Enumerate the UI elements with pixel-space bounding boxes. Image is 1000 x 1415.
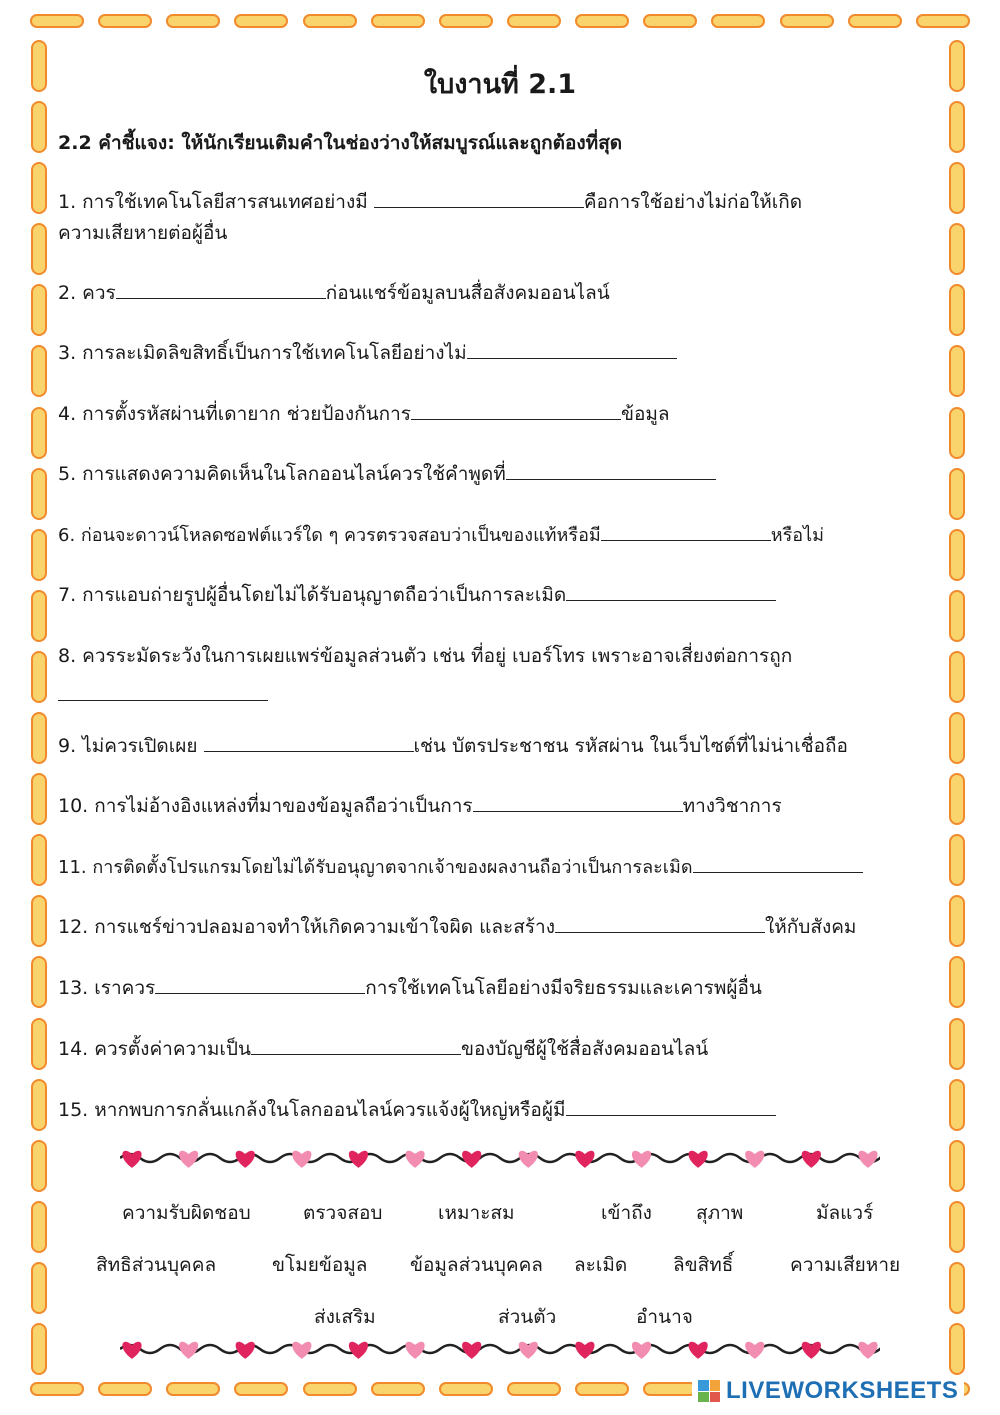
border-ornament bbox=[234, 14, 288, 28]
word-bank-item[interactable]: ข้อมูลส่วนบุคคล bbox=[410, 1254, 543, 1276]
question-text: ของบัญชีผู้ใช้สื่อสังคมออนไลน์ bbox=[460, 1038, 709, 1060]
question-text: 12. การแชร์ข่าวปลอมอาจทำให้เกิดความเข้าใจผิด และสร้าง bbox=[58, 916, 555, 938]
word-bank-item[interactable]: ความรับผิดชอบ bbox=[122, 1202, 251, 1224]
border-ornament bbox=[31, 529, 47, 581]
border-ornament bbox=[31, 1201, 47, 1253]
question-text: หรือไม่ bbox=[770, 525, 825, 546]
heart-icon bbox=[462, 1342, 481, 1359]
word-bank-item[interactable]: ส่วนตัว bbox=[498, 1306, 557, 1328]
heart-icon bbox=[405, 1151, 424, 1168]
border-ornament bbox=[643, 14, 697, 28]
word-bank-item[interactable]: ตรวจสอบ bbox=[303, 1202, 383, 1224]
question-text: 15. หากพบการกลั่นแกล้งในโลกออนไลน์ควรแจ้งผู้ใหญ่หรือผู้มี bbox=[58, 1099, 566, 1121]
border-ornament bbox=[949, 651, 965, 703]
border-ornament bbox=[780, 14, 834, 28]
border-ornament bbox=[31, 773, 47, 825]
answer-blank-15[interactable] bbox=[566, 1095, 776, 1116]
border-ornament bbox=[949, 162, 965, 214]
border-left bbox=[28, 40, 50, 1375]
border-ornament bbox=[949, 468, 965, 520]
border-ornament bbox=[371, 14, 425, 28]
word-bank-item[interactable]: อำนาจ bbox=[636, 1306, 693, 1328]
question-text: 11. การติดตั้งโปรแกรมโดยไม่ได้รับอนุญาตจากเจ้าของผลงานถือว่าเป็นการละเมิด bbox=[58, 857, 693, 878]
question-text: เช่น บัตรประชาชน รหัสผ่าน ในเว็บไซต์ที่ไม่น่าเชื่อถือ bbox=[413, 735, 848, 757]
question-11 bbox=[58, 852, 863, 883]
border-ornament bbox=[439, 14, 493, 28]
heart-divider-bottom bbox=[120, 1329, 880, 1369]
border-ornament bbox=[31, 834, 47, 886]
heart-icon bbox=[745, 1342, 764, 1359]
border-ornament bbox=[439, 1382, 493, 1396]
border-ornament bbox=[31, 712, 47, 764]
heart-icon bbox=[575, 1151, 594, 1168]
border-ornament bbox=[711, 14, 765, 28]
word-bank-item[interactable]: สุภาพ bbox=[696, 1202, 744, 1224]
border-ornament bbox=[98, 1382, 152, 1396]
answer-blank-11[interactable] bbox=[693, 852, 863, 873]
question-5 bbox=[58, 459, 716, 490]
border-ornament bbox=[31, 651, 47, 703]
border-ornament bbox=[949, 590, 965, 642]
border-ornament bbox=[31, 284, 47, 336]
answer-blank-8[interactable] bbox=[58, 680, 268, 701]
question-6 bbox=[58, 520, 824, 551]
question-1 bbox=[58, 187, 802, 249]
border-ornament bbox=[949, 284, 965, 336]
border-ornament bbox=[31, 1018, 47, 1070]
border-ornament bbox=[31, 345, 47, 397]
answer-blank-10[interactable] bbox=[473, 791, 683, 812]
question-text: 6. ก่อนจะดาวน์โหลดซอฟต์แวร์ใด ๆ ควรตรวจสอบว่าเป็นของแท้หรือมี bbox=[58, 525, 601, 546]
heart-icon bbox=[292, 1342, 311, 1359]
question-text: 5. การแสดงความคิดเห็นในโลกออนไลน์ควรใช้คำพูดที่ bbox=[58, 463, 506, 485]
heart-icon bbox=[179, 1342, 198, 1359]
border-ornament bbox=[949, 834, 965, 886]
question-text: 1. การใช้เทคโนโลยีสารสนเทศอย่างมี bbox=[58, 191, 374, 213]
border-ornament bbox=[31, 590, 47, 642]
border-ornament bbox=[31, 407, 47, 459]
heart-icon bbox=[745, 1151, 764, 1168]
border-ornament bbox=[949, 1079, 965, 1131]
answer-blank-14[interactable] bbox=[251, 1034, 461, 1055]
word-bank-item[interactable]: ขโมยข้อมูล bbox=[272, 1254, 368, 1276]
border-ornament bbox=[949, 1018, 965, 1070]
question-text: 3. การละเมิดลิขสิทธิ์เป็นการใช้เทคโนโลยีอย่างไม่ bbox=[58, 342, 467, 364]
question-text: 8. ควรระมัดระวังในการเผยแพร่ข้อมูลส่วนตัว เช่น ที่อยู่ เบอร์โทร เพราะอาจเสี่ยงต่อการถูก bbox=[58, 645, 793, 667]
answer-blank-7[interactable] bbox=[566, 580, 776, 601]
border-ornament bbox=[949, 345, 965, 397]
question-3 bbox=[58, 338, 677, 369]
answer-blank-2[interactable] bbox=[116, 278, 326, 299]
liveworksheets-logo-icon bbox=[698, 1380, 720, 1402]
question-text: 4. การตั้งรหัสผ่านที่เดายาก ช่วยป้องกันการ bbox=[58, 403, 411, 425]
question-text: ความเสียหายต่อผู้อื่น bbox=[58, 222, 228, 244]
border-ornament bbox=[575, 1382, 629, 1396]
question-4 bbox=[58, 399, 670, 430]
garland-string bbox=[120, 1345, 880, 1353]
heart-icon bbox=[858, 1151, 877, 1168]
question-14 bbox=[58, 1034, 708, 1065]
border-ornament bbox=[949, 223, 965, 275]
question-text: 14. ควรตั้งค่าความเป็น bbox=[58, 1038, 251, 1060]
border-ornament bbox=[303, 14, 357, 28]
liveworksheets-watermark bbox=[692, 1376, 964, 1406]
answer-blank-13[interactable] bbox=[155, 973, 365, 994]
question-13 bbox=[58, 973, 762, 1004]
question-text: 9. ไม่ควรเปิดเผย bbox=[58, 735, 204, 757]
border-ornament bbox=[98, 14, 152, 28]
word-bank-item[interactable]: ลิขสิทธิ์ bbox=[673, 1254, 734, 1276]
border-ornament bbox=[31, 223, 47, 275]
border-ornament bbox=[949, 956, 965, 1008]
question-15 bbox=[58, 1095, 776, 1126]
question-text: 7. การแอบถ่ายรูปผู้อื่นโดยไม่ได้รับอนุญาตถือว่าเป็นการละเมิด bbox=[58, 584, 567, 606]
garland-string bbox=[120, 1154, 880, 1162]
border-ornament bbox=[575, 14, 629, 28]
border-ornament bbox=[31, 956, 47, 1008]
border-ornament bbox=[30, 14, 84, 28]
border-ornament bbox=[949, 101, 965, 153]
border-ornament bbox=[949, 1201, 965, 1253]
answer-blank-9[interactable] bbox=[204, 731, 414, 752]
question-12 bbox=[58, 912, 856, 943]
watermark-text: LIVEWORKSHEETS bbox=[726, 1377, 959, 1404]
border-ornament bbox=[31, 1079, 47, 1131]
border-ornament bbox=[949, 407, 965, 459]
border-ornament bbox=[949, 1262, 965, 1314]
instruction-text: 2.2 คำชี้แจง: ให้นักเรียนเติมคำในช่องว่างให้สมบูรณ์และถูกต้องที่สุด bbox=[58, 132, 623, 154]
question-text: ข้อมูล bbox=[620, 403, 670, 425]
heart-icon bbox=[689, 1342, 708, 1359]
heart-icon bbox=[236, 1342, 255, 1359]
border-ornament bbox=[643, 1382, 697, 1396]
word-bank-item[interactable]: สิทธิส่วนบุคคล bbox=[96, 1254, 217, 1276]
question-text: ก่อนแชร์ข้อมูลบนสื่อสังคมออนไลน์ bbox=[325, 282, 610, 304]
border-ornament bbox=[949, 1140, 965, 1192]
heart-divider-top bbox=[120, 1138, 880, 1178]
question-8 bbox=[58, 641, 792, 711]
heart-icon bbox=[632, 1151, 651, 1168]
border-ornament bbox=[949, 712, 965, 764]
border-ornament bbox=[949, 895, 965, 947]
heart-icon bbox=[575, 1342, 594, 1359]
border-ornament bbox=[949, 529, 965, 581]
border-ornament bbox=[31, 1140, 47, 1192]
border-ornament bbox=[31, 468, 47, 520]
border-ornament bbox=[30, 1382, 84, 1396]
border-right bbox=[946, 40, 968, 1375]
border-ornament bbox=[31, 1262, 47, 1314]
border-ornament bbox=[31, 101, 47, 153]
heart-icon bbox=[858, 1342, 877, 1359]
word-bank-item[interactable]: เข้าถึง bbox=[601, 1202, 652, 1224]
word-bank-item[interactable]: ความเสียหาย bbox=[790, 1254, 901, 1276]
heart-icon bbox=[462, 1151, 481, 1168]
border-ornament bbox=[916, 14, 970, 28]
heart-icon bbox=[405, 1342, 424, 1359]
heart-icon bbox=[292, 1151, 311, 1168]
question-9 bbox=[58, 731, 848, 762]
border-ornament bbox=[949, 1323, 965, 1375]
answer-blank-5[interactable] bbox=[506, 459, 716, 480]
border-ornament bbox=[848, 14, 902, 28]
heart-icon bbox=[632, 1342, 651, 1359]
border-ornament bbox=[507, 14, 561, 28]
question-text: ให้กับสังคม bbox=[764, 916, 857, 938]
border-ornament bbox=[31, 1323, 47, 1375]
heart-icon bbox=[179, 1151, 198, 1168]
heart-icon bbox=[349, 1342, 368, 1359]
answer-blank-4[interactable] bbox=[411, 399, 621, 420]
border-ornament bbox=[507, 1382, 561, 1396]
question-text: 2. ควร bbox=[58, 282, 116, 304]
question-7 bbox=[58, 580, 776, 611]
border-ornament bbox=[234, 1382, 288, 1396]
border-ornament bbox=[371, 1382, 425, 1396]
border-ornament bbox=[303, 1382, 357, 1396]
border-ornament bbox=[31, 162, 47, 214]
question-text: 10. การไม่อ้างอิงแหล่งที่มาของข้อมูลถือว่าเป็นการ bbox=[58, 795, 473, 817]
question-2 bbox=[58, 278, 610, 309]
answer-blank-1[interactable] bbox=[374, 187, 584, 208]
word-bank-item[interactable]: ละเมิด bbox=[574, 1254, 628, 1276]
question-text: คือการใช้อย่างไม่ก่อให้เกิด bbox=[583, 191, 803, 213]
border-ornament bbox=[166, 1382, 220, 1396]
border-ornament bbox=[31, 895, 47, 947]
border-ornament bbox=[949, 773, 965, 825]
answer-blank-3[interactable] bbox=[467, 338, 677, 359]
question-text: การใช้เทคโนโลยีอย่างมีจริยธรรมและเคารพผู้อื่น bbox=[365, 977, 762, 999]
border-top bbox=[30, 10, 970, 32]
question-10 bbox=[58, 791, 782, 822]
border-ornament bbox=[166, 14, 220, 28]
question-text: ทางวิชาการ bbox=[682, 795, 782, 817]
worksheet-title: ใบงานที่ 2.1 bbox=[423, 69, 577, 100]
word-bank-item[interactable]: มัลแวร์ bbox=[816, 1202, 874, 1224]
word-bank-item[interactable]: ส่งเสริม bbox=[314, 1306, 376, 1328]
answer-blank-12[interactable] bbox=[555, 912, 765, 933]
heart-icon bbox=[349, 1151, 368, 1168]
question-text: 13. เราควร bbox=[58, 977, 156, 999]
heart-icon bbox=[689, 1151, 708, 1168]
answer-blank-6[interactable] bbox=[601, 520, 771, 541]
word-bank-item[interactable]: เหมาะสม bbox=[438, 1202, 515, 1224]
heart-icon bbox=[236, 1151, 255, 1168]
